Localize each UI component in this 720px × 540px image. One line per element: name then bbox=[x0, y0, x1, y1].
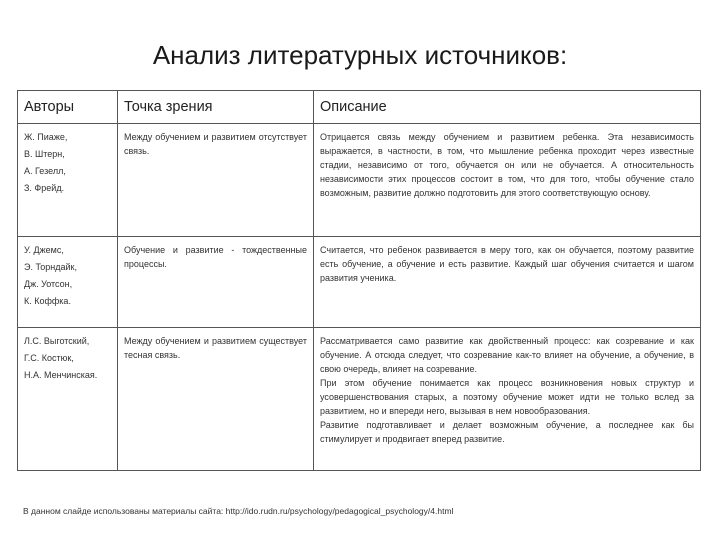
author-name: Э. Торндайк, bbox=[24, 262, 77, 272]
author-name: В. Штерн, bbox=[24, 149, 65, 159]
description-paragraph: Развитие подготавливает и делает возможным обучение, а последнее как бы стимулирует и продвигает вперед развитие. bbox=[320, 420, 694, 444]
source-footnote: В данном слайде использованы материалы сайта: http://ido.rudn.ru/psychology/pedagogical_psychology/4.html bbox=[23, 506, 454, 516]
author-name: З. Фрейд. bbox=[24, 183, 65, 193]
description-paragraph: При этом обучение понимается как процесс возникновения новых структур и усовершенствования старых, а поэтому обучение может идти не только вслед за развитием, но и впереди него, вызывая в нем новообразования. bbox=[320, 378, 694, 416]
table-header-row bbox=[18, 91, 701, 124]
literature-table bbox=[17, 90, 701, 471]
author-name: Дж. Уотсон, bbox=[24, 279, 73, 289]
description-paragraph: Считается, что ребенок развивается в меру того, как он обучается, поэтому развитие есть обучение, а обучение и есть развитие. Каждый шаг обучения считается и шагом развития ученика. bbox=[320, 245, 694, 283]
authors-cell bbox=[18, 124, 118, 237]
description-cell bbox=[314, 328, 701, 471]
author-name: Н.А. Менчинская. bbox=[24, 370, 98, 380]
slide-title: Анализ литературных источников: bbox=[152, 40, 568, 70]
description-paragraph: Отрицается связь между обучением и развитием ребенка. Эта независимость выражается, в частности, в том, что мышление ребенка проходит через известные стадии, независимо от того, обучается он или не обучается. А относительность независимости этих процессов состоит в том, что для того, чтобы обучение стало возможным, развитие должно подготовить для этого соответствующую основу. bbox=[320, 132, 694, 198]
table-row bbox=[18, 328, 701, 471]
authors-cell bbox=[18, 328, 118, 471]
author-name: Ж. Пиаже, bbox=[24, 132, 68, 142]
author-name: Г.С. Костюк, bbox=[24, 353, 74, 363]
header-description: Описание bbox=[314, 91, 701, 124]
author-name: У. Джемс, bbox=[24, 245, 64, 255]
header-authors: Авторы bbox=[18, 91, 118, 124]
description-cell bbox=[314, 124, 701, 237]
authors-cell bbox=[18, 237, 118, 328]
header-viewpoint: Точка зрения bbox=[118, 91, 314, 124]
author-name: К. Коффка. bbox=[24, 296, 71, 306]
table-row bbox=[18, 124, 701, 237]
author-name: А. Гезелл, bbox=[24, 166, 66, 176]
author-name: Л.С. Выготский, bbox=[24, 336, 90, 346]
viewpoint-cell: Между обучением и развитием существует тесная связь. bbox=[118, 328, 314, 471]
viewpoint-cell: Обучение и развитие - тождественные процессы. bbox=[118, 237, 314, 328]
viewpoint-cell: Между обучением и развитием отсутствует связь. bbox=[118, 124, 314, 237]
description-paragraph: Рассматривается само развитие как двойственный процесс: как созревание и как обучение. А отсюда следует, что созревание как-то влияет на обучение, а обучение, в свою очередь, влияет на созревание. bbox=[320, 336, 694, 374]
table-row bbox=[18, 237, 701, 328]
description-cell bbox=[314, 237, 701, 328]
